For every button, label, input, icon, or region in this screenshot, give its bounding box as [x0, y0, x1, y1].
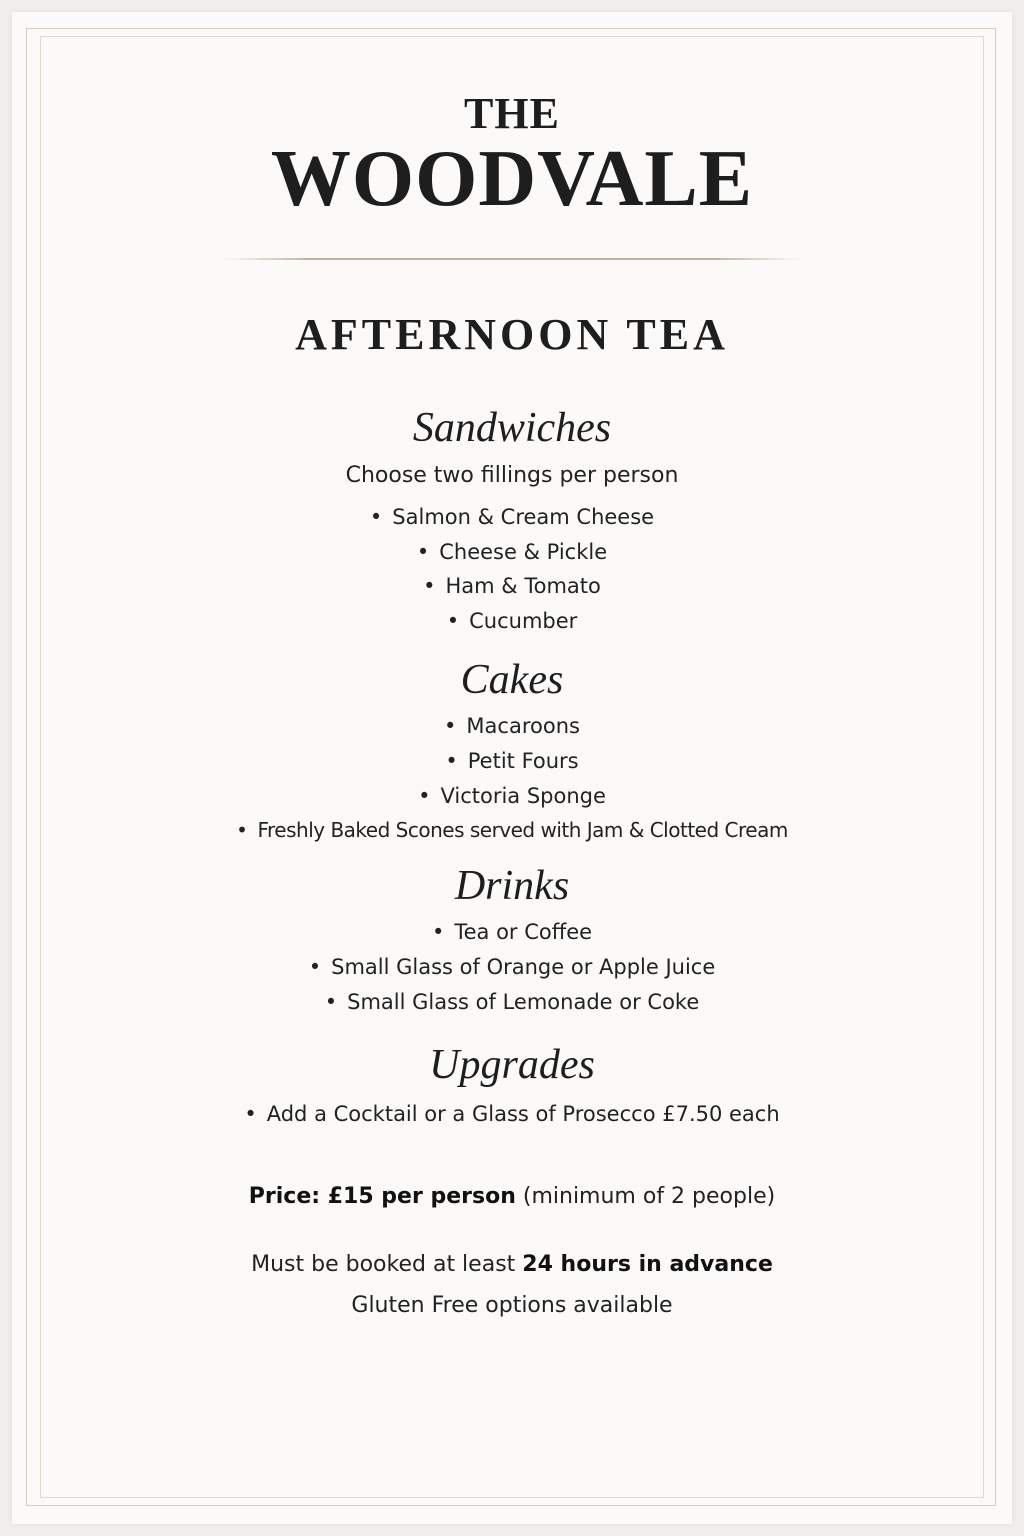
sandwich-item: Salmon & Cream Cheese	[392, 505, 655, 529]
cake-item: Freshly Baked Scones served with Jam & Clotted Cream	[257, 818, 788, 842]
booking-line	[40, 1250, 984, 1280]
bullet: •	[418, 784, 431, 808]
list-item	[40, 815, 984, 845]
sandwich-item: Cucumber	[469, 609, 578, 633]
bullet: •	[446, 609, 460, 633]
bullet: •	[324, 990, 338, 1014]
list-item	[40, 987, 984, 1017]
booking-prefix: Must be booked at least	[251, 1252, 516, 1277]
bullet: •	[444, 714, 457, 738]
cake-item: Victoria Sponge	[440, 784, 606, 808]
menu-title: AFTERNOON TEA	[295, 310, 729, 359]
price-line	[40, 1182, 984, 1212]
booking-notice: 24 hours in advance	[522, 1252, 773, 1277]
list-item	[40, 711, 984, 741]
price-condition: (minimum of 2 people)	[522, 1184, 776, 1209]
cakes-heading: Cakes	[460, 657, 564, 703]
list-item	[40, 781, 984, 811]
upgrade-item: Add a Cocktail or a Glass of Prosecco £7.50 each	[266, 1102, 780, 1126]
list-item	[40, 746, 984, 776]
drink-item: Small Glass of Orange or Apple Juice	[331, 955, 716, 979]
upgrades-heading: Upgrades	[429, 1042, 595, 1088]
bullet: •	[445, 749, 458, 773]
sandwiches-heading: Sandwiches	[412, 405, 612, 451]
brand-name: WOODVALE	[270, 135, 754, 223]
bullet: •	[308, 955, 322, 979]
bullet: •	[369, 505, 383, 529]
list-item	[40, 571, 984, 601]
gluten-free-note: Gluten Free options available	[351, 1293, 673, 1318]
bullet: •	[431, 920, 445, 944]
sandwiches-note: Choose two fillings per person	[345, 463, 679, 488]
cake-item: Macaroons	[466, 714, 580, 738]
sandwich-item: Ham & Tomato	[445, 574, 601, 598]
brand-prefix: THE	[464, 89, 560, 138]
title-divider	[222, 258, 802, 260]
list-item	[40, 502, 984, 532]
bullet: •	[244, 1102, 257, 1126]
price-amount: Price: £15 per person	[248, 1184, 516, 1209]
list-item	[40, 1099, 984, 1129]
sandwich-item: Cheese & Pickle	[439, 540, 608, 564]
bullet: •	[416, 540, 430, 564]
list-item	[40, 917, 984, 947]
cake-item: Petit Fours	[467, 749, 579, 773]
bullet: •	[423, 574, 436, 598]
list-item	[40, 606, 984, 636]
drinks-heading: Drinks	[454, 863, 570, 909]
list-item	[40, 537, 984, 567]
bullet: •	[236, 818, 248, 842]
drink-item: Small Glass of Lemonade or Coke	[347, 990, 700, 1014]
list-item	[40, 952, 984, 982]
drink-item: Tea or Coffee	[454, 920, 593, 944]
